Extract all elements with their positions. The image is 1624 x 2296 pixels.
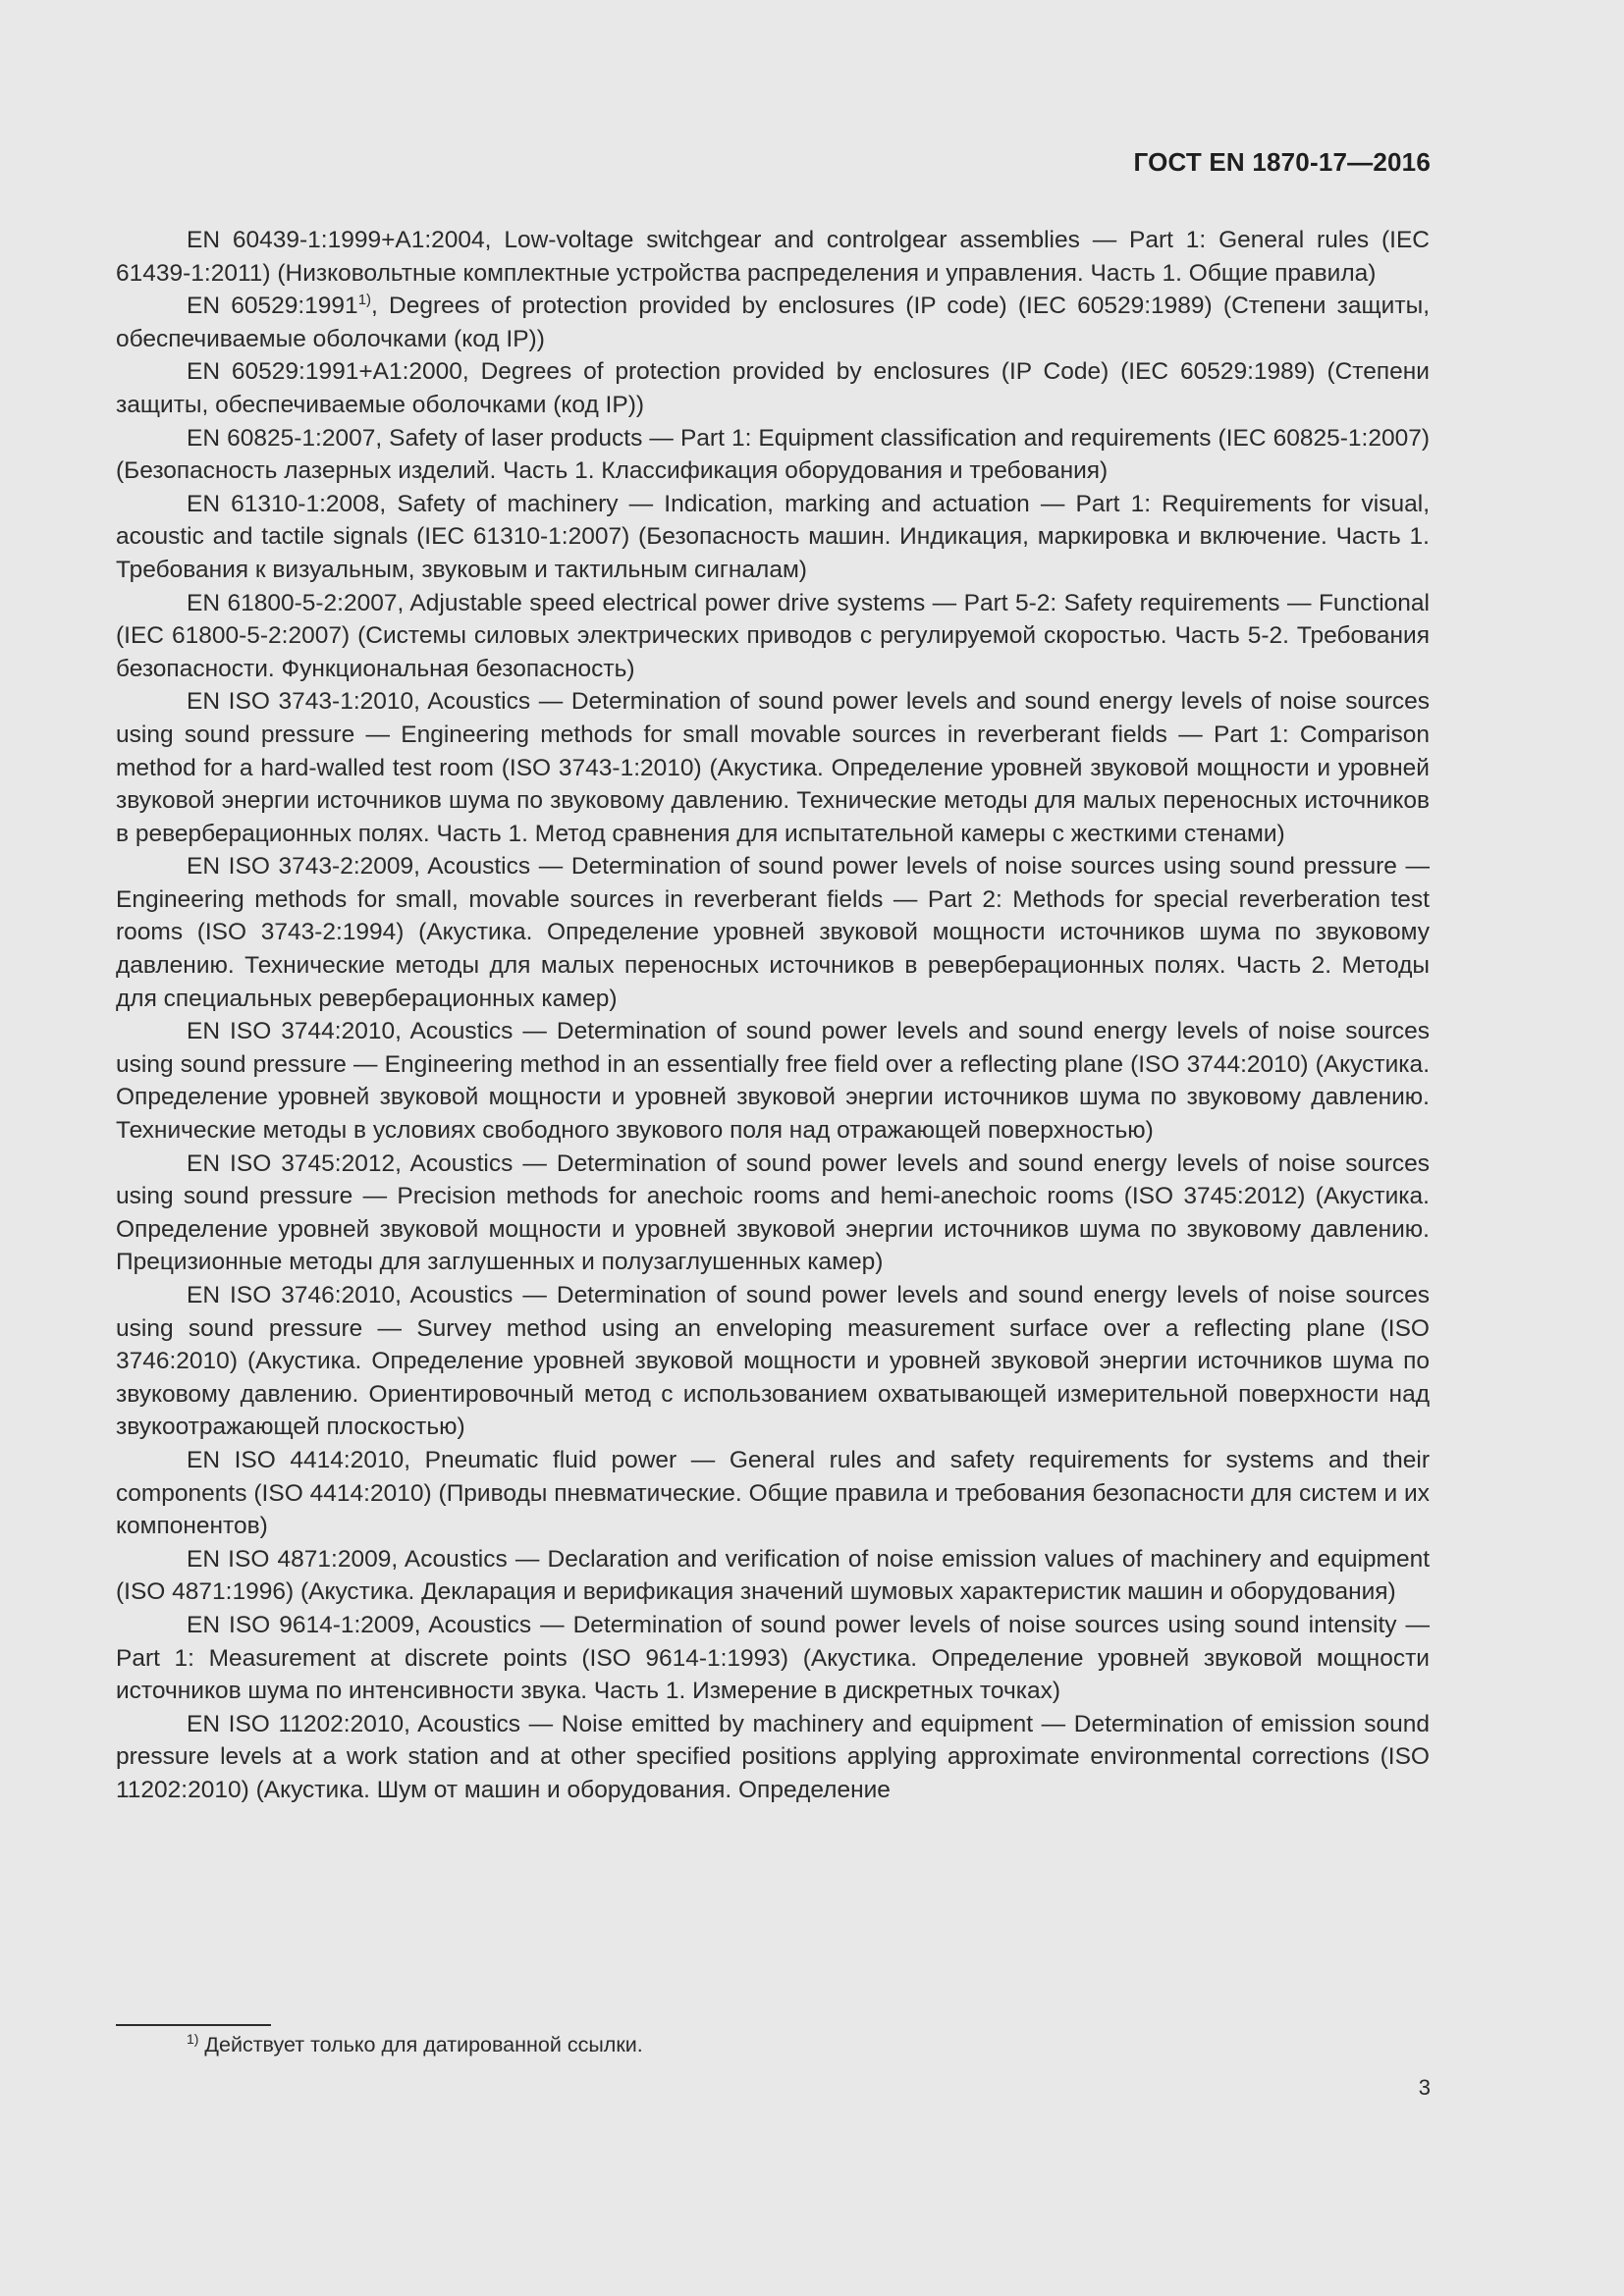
page-number: 3 <box>1418 2075 1431 2100</box>
reference-entry: EN ISO 9614-1:2009, Acoustics — Determination of sound power levels of noise sources using sound intensity — Part 1: Measurement at discrete points (ISO 9614-1:1993) (Акустика. Определение уровней звуковой мощности источников шума по интенсивности звука. Часть 1. Измерение в дискретных точках) <box>116 1611 1430 1705</box>
footnote-marker: 1) <box>357 292 372 309</box>
document-code-header: ГОСТ EN 1870-17—2016 <box>1133 147 1431 177</box>
reference-entry: EN ISO 11202:2010, Acoustics — Noise emitted by machinery and equipment — Determination of emission sound pressure levels at a work station and at other specified positions applying approximate environmental corrections (ISO 11202:2010) (Акустика. Шум от машин и оборудования. Определение <box>116 1710 1430 1803</box>
footnote-divider <box>116 2024 271 2026</box>
reference-entry: EN ISO 3744:2010, Acoustics — Determination of sound power levels and sound energy levels of noise sources using sound pressure — Engineering method in an essentially free field over a reflecting plane (ISO 3744:2010) (Акустика. Определение уровней звуковой мощности и уровней звуковой энергии источников шума по звуковому давлению. Технические методы в условиях свободного звукового поля над отражающей поверхностью) <box>116 1018 1430 1145</box>
footnote <box>187 2033 643 2057</box>
reference-entry <box>116 290 1430 355</box>
footnote-text: Действует только для датированной ссылки. <box>198 2033 643 2056</box>
reference-title: , Degrees of protection provided by enclosures (IP code) (IEC 60529:1989) (Степени защиты, обеспечиваемые оболочками (код IP)) <box>116 293 1430 352</box>
reference-entry: EN ISO 4871:2009, Acoustics — Declaration and verification of noise emission values of machinery and equipment (ISO 4871:1996) (Акустика. Декларация и верификация значений шумовых характеристик машин и оборудования) <box>116 1545 1430 1606</box>
reference-entry: EN 61310-1:2008, Safety of machinery — Indication, marking and actuation — Part 1: Requirements for visual, acoustic and tactile signals (IEC 61310-1:2007) (Безопасность машин. Индикация, маркировка и включение. Часть 1. Требования к визуальным, звуковым и тактильным сигналам) <box>116 490 1430 583</box>
footnote-marker: 1) <box>187 2031 199 2047</box>
reference-entry: EN ISO 3745:2012, Acoustics — Determination of sound power levels and sound energy levels of noise sources using sound pressure — Precision methods for anechoic rooms and hemi-anechoic rooms (ISO 3745:2012) (Акустика. Определение уровней звуковой мощности и уровней звуковой энергии источников шума по звуковому давлению. Прецизионные методы для заглушенных и полузаглушенных камер) <box>116 1149 1430 1276</box>
reference-entry: EN 60529:1991+A1:2000, Degrees of protection provided by enclosures (IP Code) (IEC 60529:1989) (Степени защиты, обеспечиваемые оболочками (код IP)) <box>116 358 1430 418</box>
normative-references-list <box>116 224 1430 1807</box>
reference-entry: EN ISO 3746:2010, Acoustics — Determination of sound power levels and sound energy levels of noise sources using sound pressure — Survey method using an enveloping measurement surface over a reflecting plane (ISO 3746:2010) (Акустика. Определение уровней звуковой мощности и уровней звуковой энергии источников шума по звуковому давлению. Ориентировочный метод с использованием охватывающей измерительной поверхности над звукоотражающей плоскостью) <box>116 1282 1430 1441</box>
reference-entry: EN ISO 3743-2:2009, Acoustics — Determination of sound power levels of noise sources using sound pressure — Engineering methods for small, movable sources in reverberant fields — Part 2: Methods for special reverberation test rooms (ISO 3743-2:1994) (Акустика. Определение уровней звуковой мощности источников шума по звуковому давлению. Технические методы для малых переносных источников в реверберационных полях. Часть 2. Методы для специальных реверберационных камер) <box>116 853 1430 1012</box>
reference-entry: EN 60825-1:2007, Safety of laser products — Part 1: Equipment classification and requirements (IEC 60825-1:2007) (Безопасность лазерных изделий. Часть 1. Классификация оборудования и требования) <box>116 424 1430 485</box>
reference-entry: EN ISO 4414:2010, Pneumatic fluid power — General rules and safety requirements for systems and their components (ISO 4414:2010) (Приводы пневматические. Общие правила и требования безопасности для систем и их компонентов) <box>116 1446 1430 1540</box>
reference-entry: EN 60439-1:1999+A1:2004, Low-voltage switchgear and controlgear assemblies — Part 1: General rules (IEC 61439-1:2011) (Низковольтные комплектные устройства распределения и управления. Часть 1. Общие правила) <box>116 227 1430 287</box>
reference-code: EN 60529:1991 <box>187 293 358 320</box>
reference-entry: EN ISO 3743-1:2010, Acoustics — Determination of sound power levels and sound energy levels of noise sources using sound pressure — Engineering methods for small movable sources in reverberant fields — Part 1: Comparison method for a hard-walled test room (ISO 3743-1:2010) (Акустика. Определение уровней звуковой мощности и уровней звуковой энергии источников шума по звуковому давлению. Технические методы для малых переносных источников в реверберационных полях. Часть 1. Метод сравнения для испытательной камеры с жесткими стенами) <box>116 688 1430 847</box>
reference-entry: EN 61800-5-2:2007, Adjustable speed electrical power drive systems — Part 5-2: Safety requirements — Functional (IEC 61800-5-2:2007) (Системы силовых электрических приводов с регулируемой скоростью. Часть 5-2. Требования безопасности. Функциональная безопасность) <box>116 589 1430 682</box>
